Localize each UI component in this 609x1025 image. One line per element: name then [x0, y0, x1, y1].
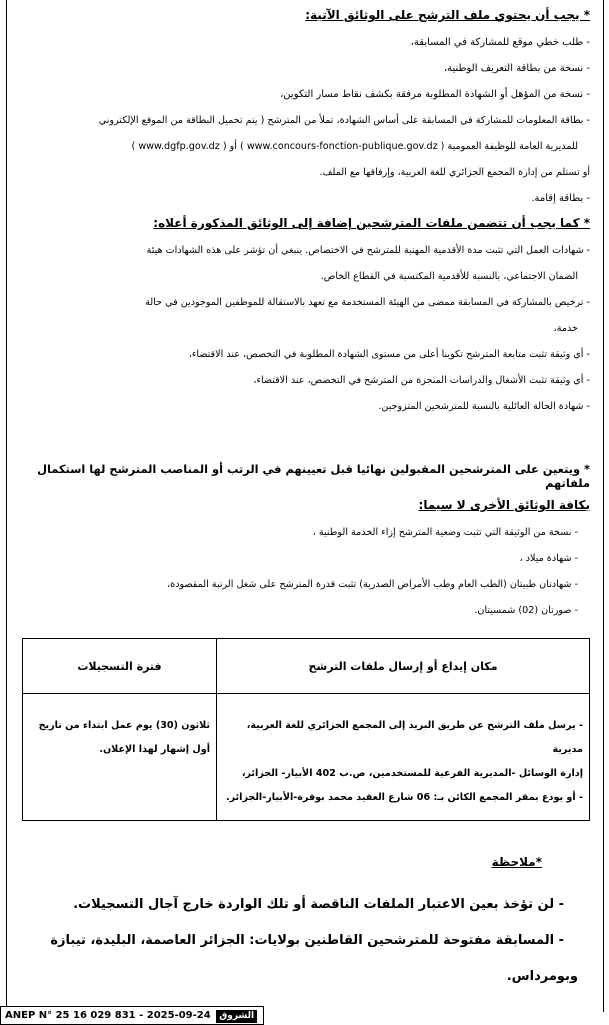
note-line: - لن تؤخذ بعين الاعتبار الملفات الناقصة أو تلك الواردة خارج آجال التسجيلات. — [73, 897, 564, 912]
section3-subtitle: بكافة الوثائق الأخرى لا سيما: — [418, 498, 590, 512]
list-item: - أي وثيقة تثبت الأشغال والدراسات المنجزة من المترشح في التخصص، عند الاقتضاء، — [253, 375, 590, 386]
announcement-document — [22, 6, 590, 991]
dgfp-org-text: للمديرية العامة للوظيفة العمومية — [447, 141, 578, 152]
list-item: - شهادات العمل التي تثبت مدة الأقدمية المهنية للمترشح في الاختصاص. ينبغي أن تؤشر على هذه الشهادات هيئة — [146, 245, 590, 256]
period-cell — [23, 694, 217, 821]
registration-table — [22, 638, 590, 821]
list-item-continuation: خدمة، — [553, 323, 578, 334]
list-item: - نسخة من بطاقة التعريف الوطنية، — [443, 63, 590, 74]
note-line: وبومرداس. — [506, 969, 578, 984]
period-line: أول إشهار لهذا الإعلان. — [99, 744, 210, 755]
list-item: - بطاقة المعلومات للمشاركة في المسابقة على أساس الشهادة، تملأ من المترشح ( يتم تحميل البطاقة من الموقع الإلكتروني — [98, 115, 590, 126]
list-item: - شهادتان طبيتان (الطب العام وطب الأمراض الصدرية) تثبت قدرة المترشح على شغل الرتبة المقصودة، — [167, 579, 578, 590]
list-item: - طلب خطي موقع للمشاركة في المسابقة، — [410, 37, 590, 48]
notes-title: *ملاحظة — [491, 855, 542, 869]
list-item: - نسخة من الوثيقة التي تثبت وضعية المترشح إزاء الخدمة الوطنية ، — [312, 527, 578, 538]
section2-title: * كما يجب أن تتضمن ملفات المترشحين إضافة إلى الوثائق المذكورة أعلاه: — [153, 216, 590, 230]
section1-title: * يجب أن يحتوي ملف الترشح على الوثائق الآتية: — [305, 8, 590, 22]
list-item: - نسخة من المؤهل أو الشهادة المطلوبة مرفقة بكشف نقاط مسار التكوين، — [280, 89, 590, 100]
list-item: - صورتان (02) شمسيتان. — [474, 605, 578, 616]
period-line: ثلاثون (30) يوم عمل ابتداء من تاريخ — [38, 720, 210, 731]
place-line: - يرسل ملف الترشح عن طريق البريد إلى المجمع الجزائري للغة العربية، مديرية — [246, 720, 583, 755]
or-text: أو — [229, 141, 237, 152]
place-cell — [217, 694, 590, 821]
note-line: - المسابقة مفتوحة للمترشحين القاطنين بولايات: الجزائر العاصمة، البليدة، تيبازة — [50, 933, 564, 948]
column-header-period: فترة التسجيلات — [23, 639, 217, 694]
url-concours: ( www.concours-fonction-publique.gov.dz ) — [240, 141, 445, 152]
list-item-continuation: أو تستلم من إدارة المجمع الجزائري للغة العربية، وإرفاقها مع الملف. — [319, 167, 590, 178]
anep-reference: ANEP N° 25 16 029 831 - 2025-09-24 — [5, 1010, 211, 1021]
list-item: - شهادة ميلاد ، — [519, 553, 578, 564]
place-line: إدارة الوسائل -المديرية الفرعية للمستخدمين، ص.ب 402 الأبيار- الجزائر، — [241, 768, 583, 779]
section3-title: * ويتعين على المترشحين المقبولين نهائيا قبل تعيينهم في الرتب أو المناصب المترشح لها استكمال ملفاتهم — [37, 462, 590, 490]
footer-reference — [0, 1006, 264, 1025]
place-line: - أو يودع بمقر المجمع الكائن بـ: 06 شارع العقيد محمد بوقرة-الأبيار-الجزائر. — [225, 792, 583, 803]
list-item: - شهادة الحالة العائلية بالنسبة للمترشحين المتزوجين. — [378, 401, 590, 412]
column-header-place: مكان إيداع أو إرسال ملفات الترشح — [217, 639, 590, 694]
list-item: - ترخيص بالمشاركة في المسابقة ممضى من الهيئة المستخدمة مع تعهد بالاستقالة للموظفين الموجودين في حالة — [145, 297, 590, 308]
list-item: - أي وثيقة تثبت متابعة المترشح تكوينا أعلى من مستوى الشهادة المطلوبة في التخصص، عند الاقتضاء، — [188, 349, 590, 360]
list-item-continuation: الضمان الاجتماعي، بالنسبة للأقدمية المكتسبة في القطاع الخاص. — [320, 271, 578, 282]
list-item-continuation — [22, 134, 590, 160]
url-dgfp: ( www.dgfp.gov.dz ) — [131, 141, 227, 152]
list-item: - بطاقة إقامة. — [531, 193, 590, 204]
newspaper-logo: الشروق — [216, 1010, 257, 1023]
